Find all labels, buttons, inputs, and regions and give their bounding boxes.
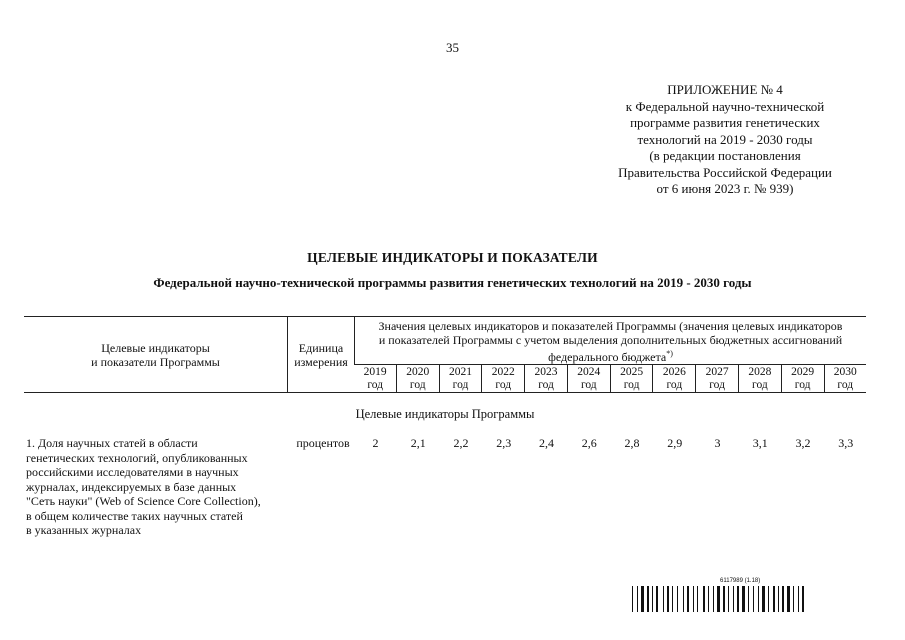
year-header-cell: 2019 год — [355, 365, 397, 393]
indicator-value-cell: 3,1 — [752, 436, 768, 450]
barcode-bar — [667, 586, 669, 612]
indicator-value-cell: 2,9 — [667, 436, 683, 450]
appendix-line: Правительства Российской Федерации — [618, 164, 832, 180]
barcode-bar — [742, 586, 745, 612]
barcode-bar — [723, 586, 725, 612]
indicator-value-cell: 3,2 — [795, 436, 811, 450]
barcode-bar — [632, 586, 633, 612]
barcode-bar — [798, 586, 799, 612]
section-label: Целевые индикаторы Программы — [355, 407, 535, 421]
barcode-bar — [652, 586, 653, 612]
year-header-cell: 2029 год — [781, 365, 824, 393]
barcode-bar — [656, 586, 658, 612]
document-title: ЦЕЛЕВЫЕ ИНДИКАТОРЫ И ПОКАЗАТЕЛИ — [307, 250, 598, 265]
footnote-mark: *) — [666, 349, 673, 358]
barcode-bar — [697, 586, 698, 612]
barcode-bar — [672, 586, 673, 612]
barcode-bar — [677, 586, 678, 612]
indicator-value-cell: 3,3 — [838, 436, 854, 450]
indicator-name: 1. Доля научных статей в области генетических технологий, опубликованных российскими исследователями в научных журналах, индексируемых в базе данных "Сеть науки" (Web of Science Core Collection), в общем количестве таких научных статей в указанных журналах — [26, 436, 261, 537]
year-header-cell: 2022 год — [482, 365, 525, 393]
document-subtitle: Федеральной научно-технической программы развития генетических технологий на 2019 - 2030 годы — [153, 275, 752, 290]
barcode-bar — [663, 586, 664, 612]
year-header-cell: 2028 год — [738, 365, 781, 393]
barcode-bar — [641, 586, 644, 612]
indicator-value-cell: 2,4 — [539, 436, 554, 450]
appendix-line: технологий на 2019 - 2030 годы — [637, 131, 813, 147]
year-header-cell: 2024 год — [567, 365, 610, 393]
indicator-value-cell: 2,2 — [453, 436, 469, 450]
barcode-bar — [762, 586, 765, 612]
barcode-number: 6117989 (1.18) — [720, 578, 761, 584]
year-header-cell: 2030 год — [824, 365, 866, 393]
barcode-bar — [773, 586, 775, 612]
barcode-bar — [637, 586, 638, 612]
year-header-cell: 2025 год — [610, 365, 653, 393]
indicator-value-cell: 2,3 — [496, 436, 512, 450]
barcode-bar — [733, 586, 734, 612]
barcode-icon — [632, 586, 890, 612]
barcode-bar — [802, 586, 804, 612]
indicator-unit: процентов — [296, 436, 350, 450]
barcode-bar — [787, 586, 790, 612]
appendix-line: к Федеральной научно-технической — [625, 98, 825, 114]
appendix-line: от 6 июня 2023 г. № 939) — [656, 181, 794, 196]
column-header-indicators: Целевые индикаторы и показатели Программы — [24, 317, 288, 393]
barcode-bar — [728, 586, 729, 612]
column-header-unit: Единица измерения — [288, 317, 355, 393]
barcode-bar — [758, 586, 759, 612]
barcode-bar — [687, 586, 689, 612]
barcode-bar — [782, 586, 784, 612]
year-header-cell: 2026 год — [653, 365, 696, 393]
barcode-bar — [748, 586, 749, 612]
year-header-cell: 2027 год — [696, 365, 739, 393]
indicator-value-cell: 2,6 — [581, 436, 597, 450]
indicator-value-cell: 2,8 — [624, 436, 640, 450]
appendix-line: ПРИЛОЖЕНИЕ № 4 — [667, 82, 783, 97]
barcode-bar — [703, 586, 705, 612]
indicator-value-cell: 2,1 — [410, 436, 426, 450]
barcode-bar — [753, 586, 754, 612]
barcode-bar — [717, 586, 720, 612]
indicators-table-header — [24, 316, 866, 393]
barcode-bar — [647, 586, 649, 612]
year-header-cell: 2023 год — [525, 365, 568, 393]
barcode-bar — [793, 586, 794, 612]
barcode-bar — [778, 586, 779, 612]
indicator-value-cell: 3 — [714, 436, 721, 450]
appendix-block — [560, 82, 890, 198]
barcode-bar — [737, 586, 739, 612]
barcode-bar — [713, 586, 714, 612]
indicator-value-cell: 2 — [372, 436, 379, 450]
column-header-values: Значения целевых индикаторов и показателей Программы (значения целевых индикаторов и показателей Программы с учетом выделения дополнительных бюджетных ассигнований федерального бюджета*) — [355, 317, 867, 365]
year-header-cell: 2020 год — [396, 365, 439, 393]
barcode-bar — [708, 586, 709, 612]
barcode-bar — [768, 586, 769, 612]
barcode-bar — [693, 586, 694, 612]
appendix-line: (в редакции постановления — [649, 148, 801, 163]
year-header-cell: 2021 год — [439, 365, 482, 393]
barcode-bar — [683, 586, 684, 612]
page-number: 35 — [446, 40, 459, 55]
appendix-line: программе развития генетических — [630, 115, 820, 130]
